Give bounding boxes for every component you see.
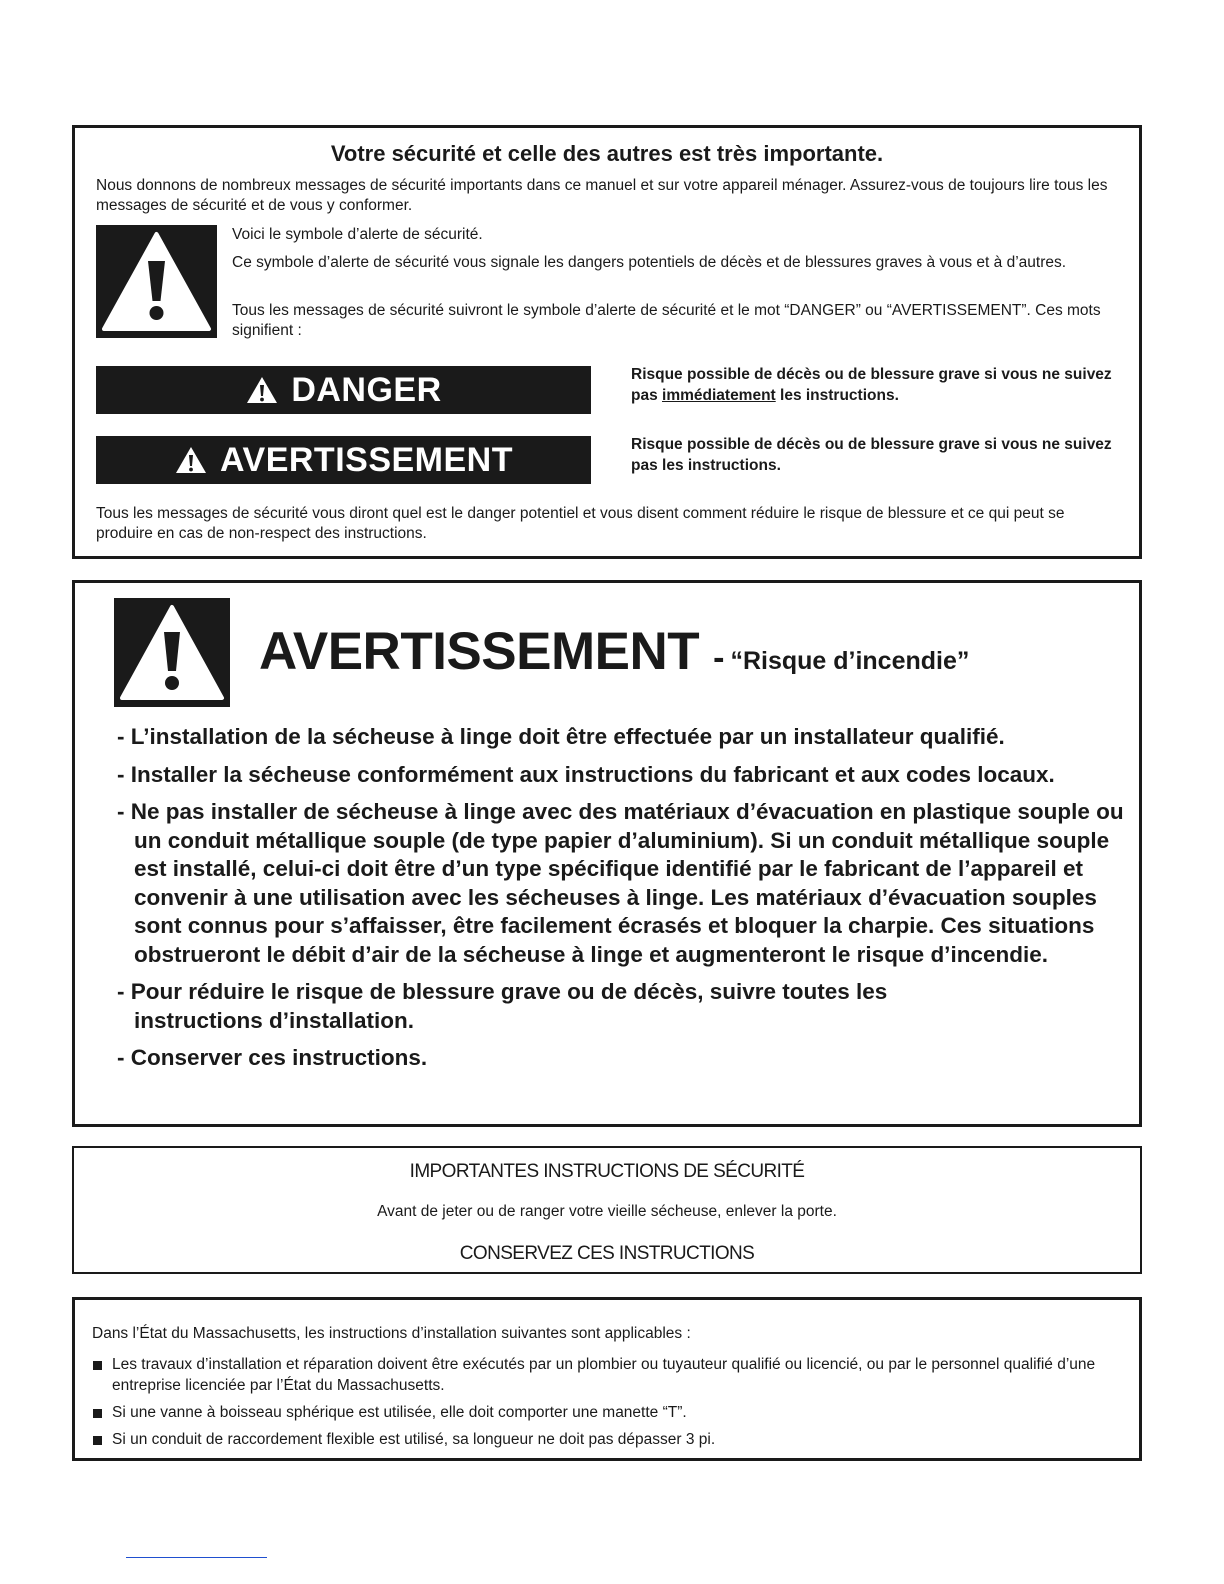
safety-intro-box [72,125,1142,559]
fire-warning-heading [259,621,969,682]
warning-triangle-icon [114,598,230,707]
list-item: Si un conduit de raccordement flexible est utilisé, sa longueur ne doit pas dépasser 3 pi. [92,1429,1122,1450]
massachusetts-list [92,1354,1122,1456]
alert-triangle-icon [245,375,279,405]
fire-warning-subtitle: “Risque d’incendie” [730,647,970,675]
fire-warning-box [72,580,1142,1127]
alert-triangle-icon [174,445,208,475]
list-item: - Ne pas installer de sécheuse à linge avec des matériaux d’évacuation en plastique souple ou un conduit métallique souple (de type papier d’aluminium). Si un conduit métallique souple est installé, celui-ci doit être d’un type spécifique identifié par le fabricant de l’appareil et convenir à une utilisation avec les sécheuses à linge. Les matériaux d’évacuation souples sont connus pour s’affaisser, être facilement écrasés et bloquer la charpie. Ces situations obstrueront le débit d’air de la sécheuse à linge et augmenteront le risque d’incendie. [117,798,1127,969]
symbol-description-2: Ce symbole d’alerte de sécurité vous signale les dangers potentiels de décès et de blessures graves à vous et à d’autres. [232,254,1067,271]
danger-desc-emphasis: immédiatement [662,387,776,404]
warning-label: AVERTISSEMENT [219,440,513,479]
important-heading: IMPORTANTES INSTRUCTIONS DE SÉCURITÉ [409,1161,805,1182]
safety-outro-text: Tous les messages de sécurité vous diront quel est le danger potentiel et vous disent comment réduire le risque de blessure et ce qui peut se produire en cas de non-respect des instructions. [96,505,1065,542]
list-item: - Installer la sécheuse conformément aux instructions du fabricant et aux codes locaux. [117,761,1127,790]
symbol-description-1: Voici le symbole d’alerte de sécurité. [232,226,483,243]
important-instructions-box [72,1146,1142,1274]
list-item: - L’installation de la sécheuse à linge doit être effectuée par un installateur qualifié. [117,723,1127,752]
fire-warning-title: AVERTISSEMENT [259,622,700,681]
safety-title: Votre sécurité et celle des autres est très importante. [330,141,884,166]
footer-link-line [126,1557,267,1558]
warning-triangle-icon [96,225,217,338]
danger-desc-before: Risque possible de décès ou de blessure grave si vous ne suivez pas [631,366,1112,404]
danger-banner [96,366,591,414]
list-item: Les travaux d’installation et réparation doivent être exécutés par un plombier ou tuyauteur qualifié ou licencié, ou par le personnel qualifié d’une entreprise licenciée par l’État du Massachusetts. [92,1354,1122,1396]
warning-description: Risque possible de décès ou de blessure grave si vous ne suivez pas les instructions. [631,436,1112,474]
fire-warning-list [117,723,1127,1082]
danger-description [631,364,1131,406]
massachusetts-lead: Dans l’État du Massachusetts, les instructions d’installation suivantes sont applicables : [92,1325,691,1342]
danger-desc-after: les instructions. [775,387,899,404]
list-item: Si une vanne à boisseau sphérique est utilisée, elle doit comporter une manette “T”. [92,1402,1122,1423]
massachusetts-box [72,1297,1142,1461]
danger-label: DANGER [291,370,442,409]
list-item: - Pour réduire le risque de blessure grave ou de décès, suivre toutes les instructions d’installation. [117,978,904,1035]
important-text: Avant de jeter ou de ranger votre vieille sécheuse, enlever la porte. [377,1203,837,1220]
important-footer: CONSERVEZ CES INSTRUCTIONS [459,1243,755,1264]
fire-warning-dash: - [713,639,725,677]
safety-intro-text: Nous donnons de nombreux messages de sécurité importants dans ce manuel et sur votre appareil ménager. Assurez-vous de toujours lire tous les messages de sécurité et de vous y conformer. [96,177,1108,214]
warning-banner [96,436,591,484]
symbol-description-3: Tous les messages de sécurité suivront le symbole d’alerte de sécurité et le mot “DANGER” ou “AVERTISSEMENT”. Ces mots signifient : [232,302,1101,339]
list-item: - Conserver ces instructions. [117,1044,1127,1073]
